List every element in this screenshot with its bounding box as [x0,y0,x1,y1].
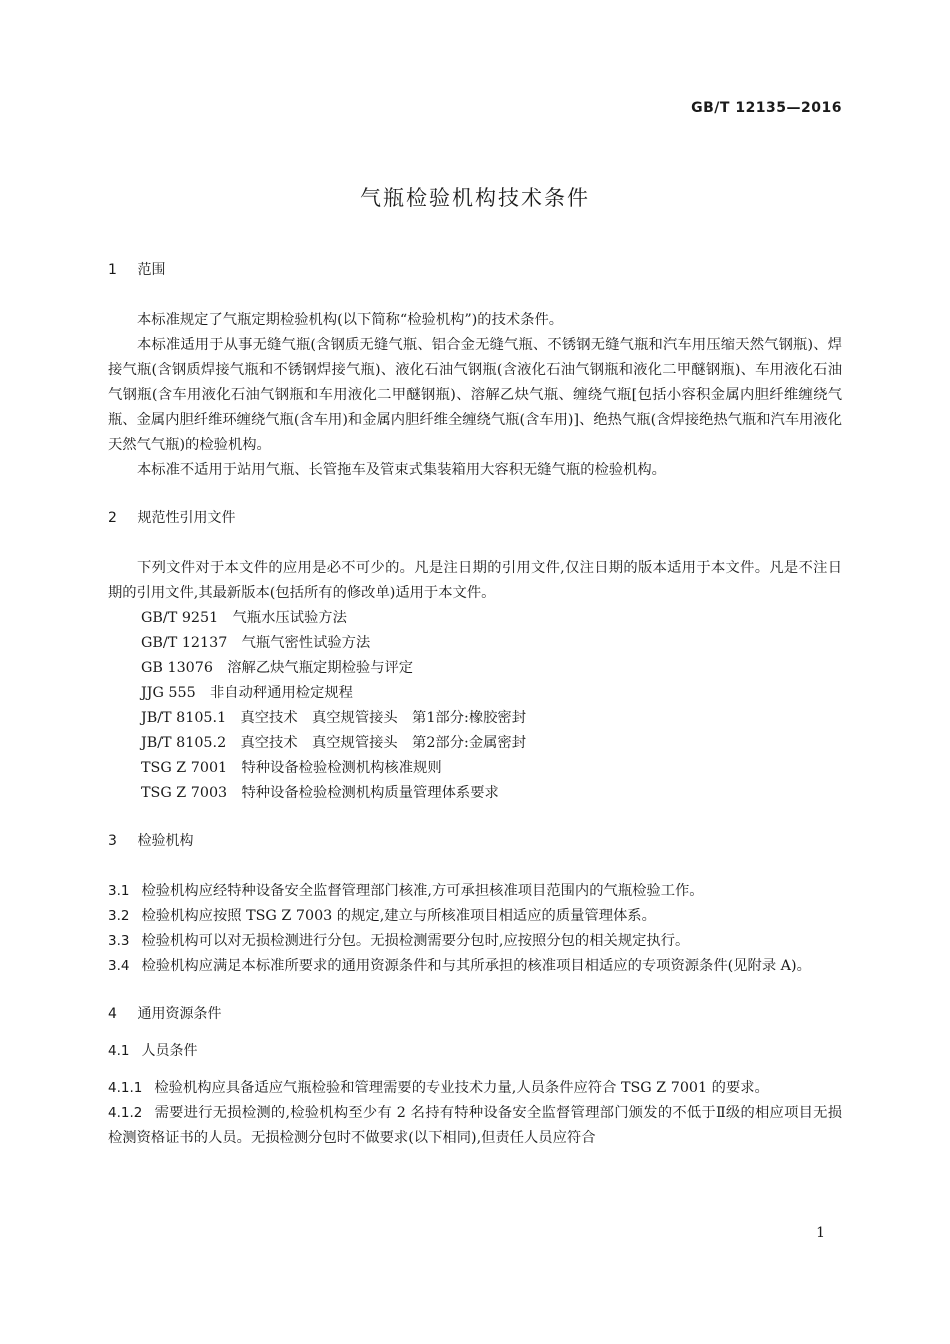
paragraph: 本标准适用于从事无缝气瓶(含钢质无缝气瓶、铝合金无缝气瓶、不锈钢无缝气瓶和汽车用压缩天然气钢瓶)、焊接气瓶(含钢质焊接气瓶和不锈钢焊接气瓶)、液化石油气钢瓶(含液化石油气钢瓶和液化二甲醚钢瓶)、车用液化石油气钢瓶(含车用液化石油气钢瓶和车用液化二甲醚钢瓶)、溶解乙炔气瓶、缠绕气瓶[包括小容积金属内胆纤维缠绕气瓶、金属内胆纤维环缠绕气瓶(含车用)和金属内胆纤维全缠绕气瓶(含车用)]、绝热气瓶(含焊接绝热气瓶和汽车用液化天然气气瓶)的检验机构。 [108,337,843,453]
clause-number: 4.1.1 [108,1080,143,1096]
reference-title: 非自动秤通用检定规程 [210,685,353,701]
section-title: 规范性引用文件 [137,510,236,526]
reference-code: GB/T 9251 [141,610,219,626]
reference-item [108,656,842,681]
clause-text: 检验机构应满足本标准所要求的通用资源条件和与其所承担的核准项目相适应的专项资源条件(见附录 A)。 [141,958,811,974]
standard-number: GB/T 12135—2016 [691,100,842,116]
clause-number: 3.1 [108,883,130,899]
reference-title: 气瓶气密性试验方法 [241,635,371,651]
section-title: 通用资源条件 [137,1006,222,1022]
clause-text: 检验机构应经特种设备安全监督管理部门核准,方可承担核准项目范围内的气瓶检验工作。 [141,883,704,899]
clause [108,954,842,979]
reference-item [108,781,842,806]
reference-title: 气瓶水压试验方法 [232,610,347,626]
reference-title: 特种设备检验检测机构质量管理体系要求 [241,785,499,801]
reference-code: JB/T 8105.1 [141,710,227,726]
subsection-number: 4.1 [108,1043,130,1059]
clause [108,1101,842,1151]
document-body [108,258,842,1151]
reference-code: GB 13076 [141,660,213,676]
clause-number: 3.2 [108,908,130,924]
clause-number: 3.4 [108,958,130,974]
subsection-4-1-heading [108,1039,842,1064]
clause-text: 检验机构应具备适应气瓶检验和管理需要的专业技术力量,人员条件应符合 TSG Z 7001 的要求。 [154,1080,769,1096]
reference-title: 真空技术 真空规管接头 第2部分:金属密封 [240,735,527,751]
reference-item [108,606,842,631]
clause-number: 3.3 [108,933,130,949]
reference-item [108,706,842,731]
reference-title: 真空技术 真空规管接头 第1部分:橡胶密封 [240,710,527,726]
reference-code: JB/T 8105.2 [141,735,227,751]
paragraph: 本标准不适用于站用气瓶、长管拖车及管束式集装箱用大容积无缝气瓶的检验机构。 [137,462,666,478]
clause-number: 4.1.2 [108,1105,143,1121]
reference-item [108,631,842,656]
clause-text: 需要进行无损检测的,检验机构至少有 2 名持有特种设备安全监督管理部门颁发的不低于Ⅱ级的相应项目无损检测资格证书的人员。无损检测分包时不做要求(以下相同),但责任人员应符合 [108,1105,842,1146]
section-number: 3 [108,833,117,849]
section-3-heading [108,829,842,854]
subsection-title: 人员条件 [141,1043,198,1059]
reference-code: TSG Z 7003 [141,785,228,801]
reference-item [108,756,842,781]
section-title: 检验机构 [137,833,194,849]
clause [108,1076,842,1101]
reference-list [108,606,842,806]
section-2-heading [108,506,842,531]
section-title: 范围 [137,262,166,278]
paragraph: 下列文件对于本文件的应用是必不可少的。凡是注日期的引用文件,仅注日期的版本适用于本文件。凡是不注日期的引用文件,其最新版本(包括所有的修改单)适用于本文件。 [108,560,842,601]
reference-title: 特种设备检验检测机构核准规则 [241,760,442,776]
clause-text: 检验机构应按照 TSG Z 7003 的规定,建立与所核准项目相适应的质量管理体系。 [141,908,656,924]
clause [108,879,842,904]
clause-text: 检验机构可以对无损检测进行分包。无损检测需要分包时,应按照分包的相关规定执行。 [141,933,690,949]
section-4-heading [108,1002,842,1027]
section-number: 1 [108,262,117,278]
section-number: 4 [108,1006,117,1022]
section-number: 2 [108,510,117,526]
reference-item [108,681,842,706]
page-number: 1 [816,1225,825,1241]
reference-item [108,731,842,756]
reference-title: 溶解乙炔气瓶定期检验与评定 [227,660,414,676]
reference-code: JJG 555 [141,685,196,701]
section-1-heading [108,258,842,283]
reference-code: GB/T 12137 [141,635,228,651]
clause [108,929,842,954]
clause [108,904,842,929]
paragraph: 本标准规定了气瓶定期检验机构(以下简称“检验机构”)的技术条件。 [137,312,564,328]
document-title: 气瓶检验机构技术条件 [360,186,590,210]
reference-code: TSG Z 7001 [141,760,228,776]
